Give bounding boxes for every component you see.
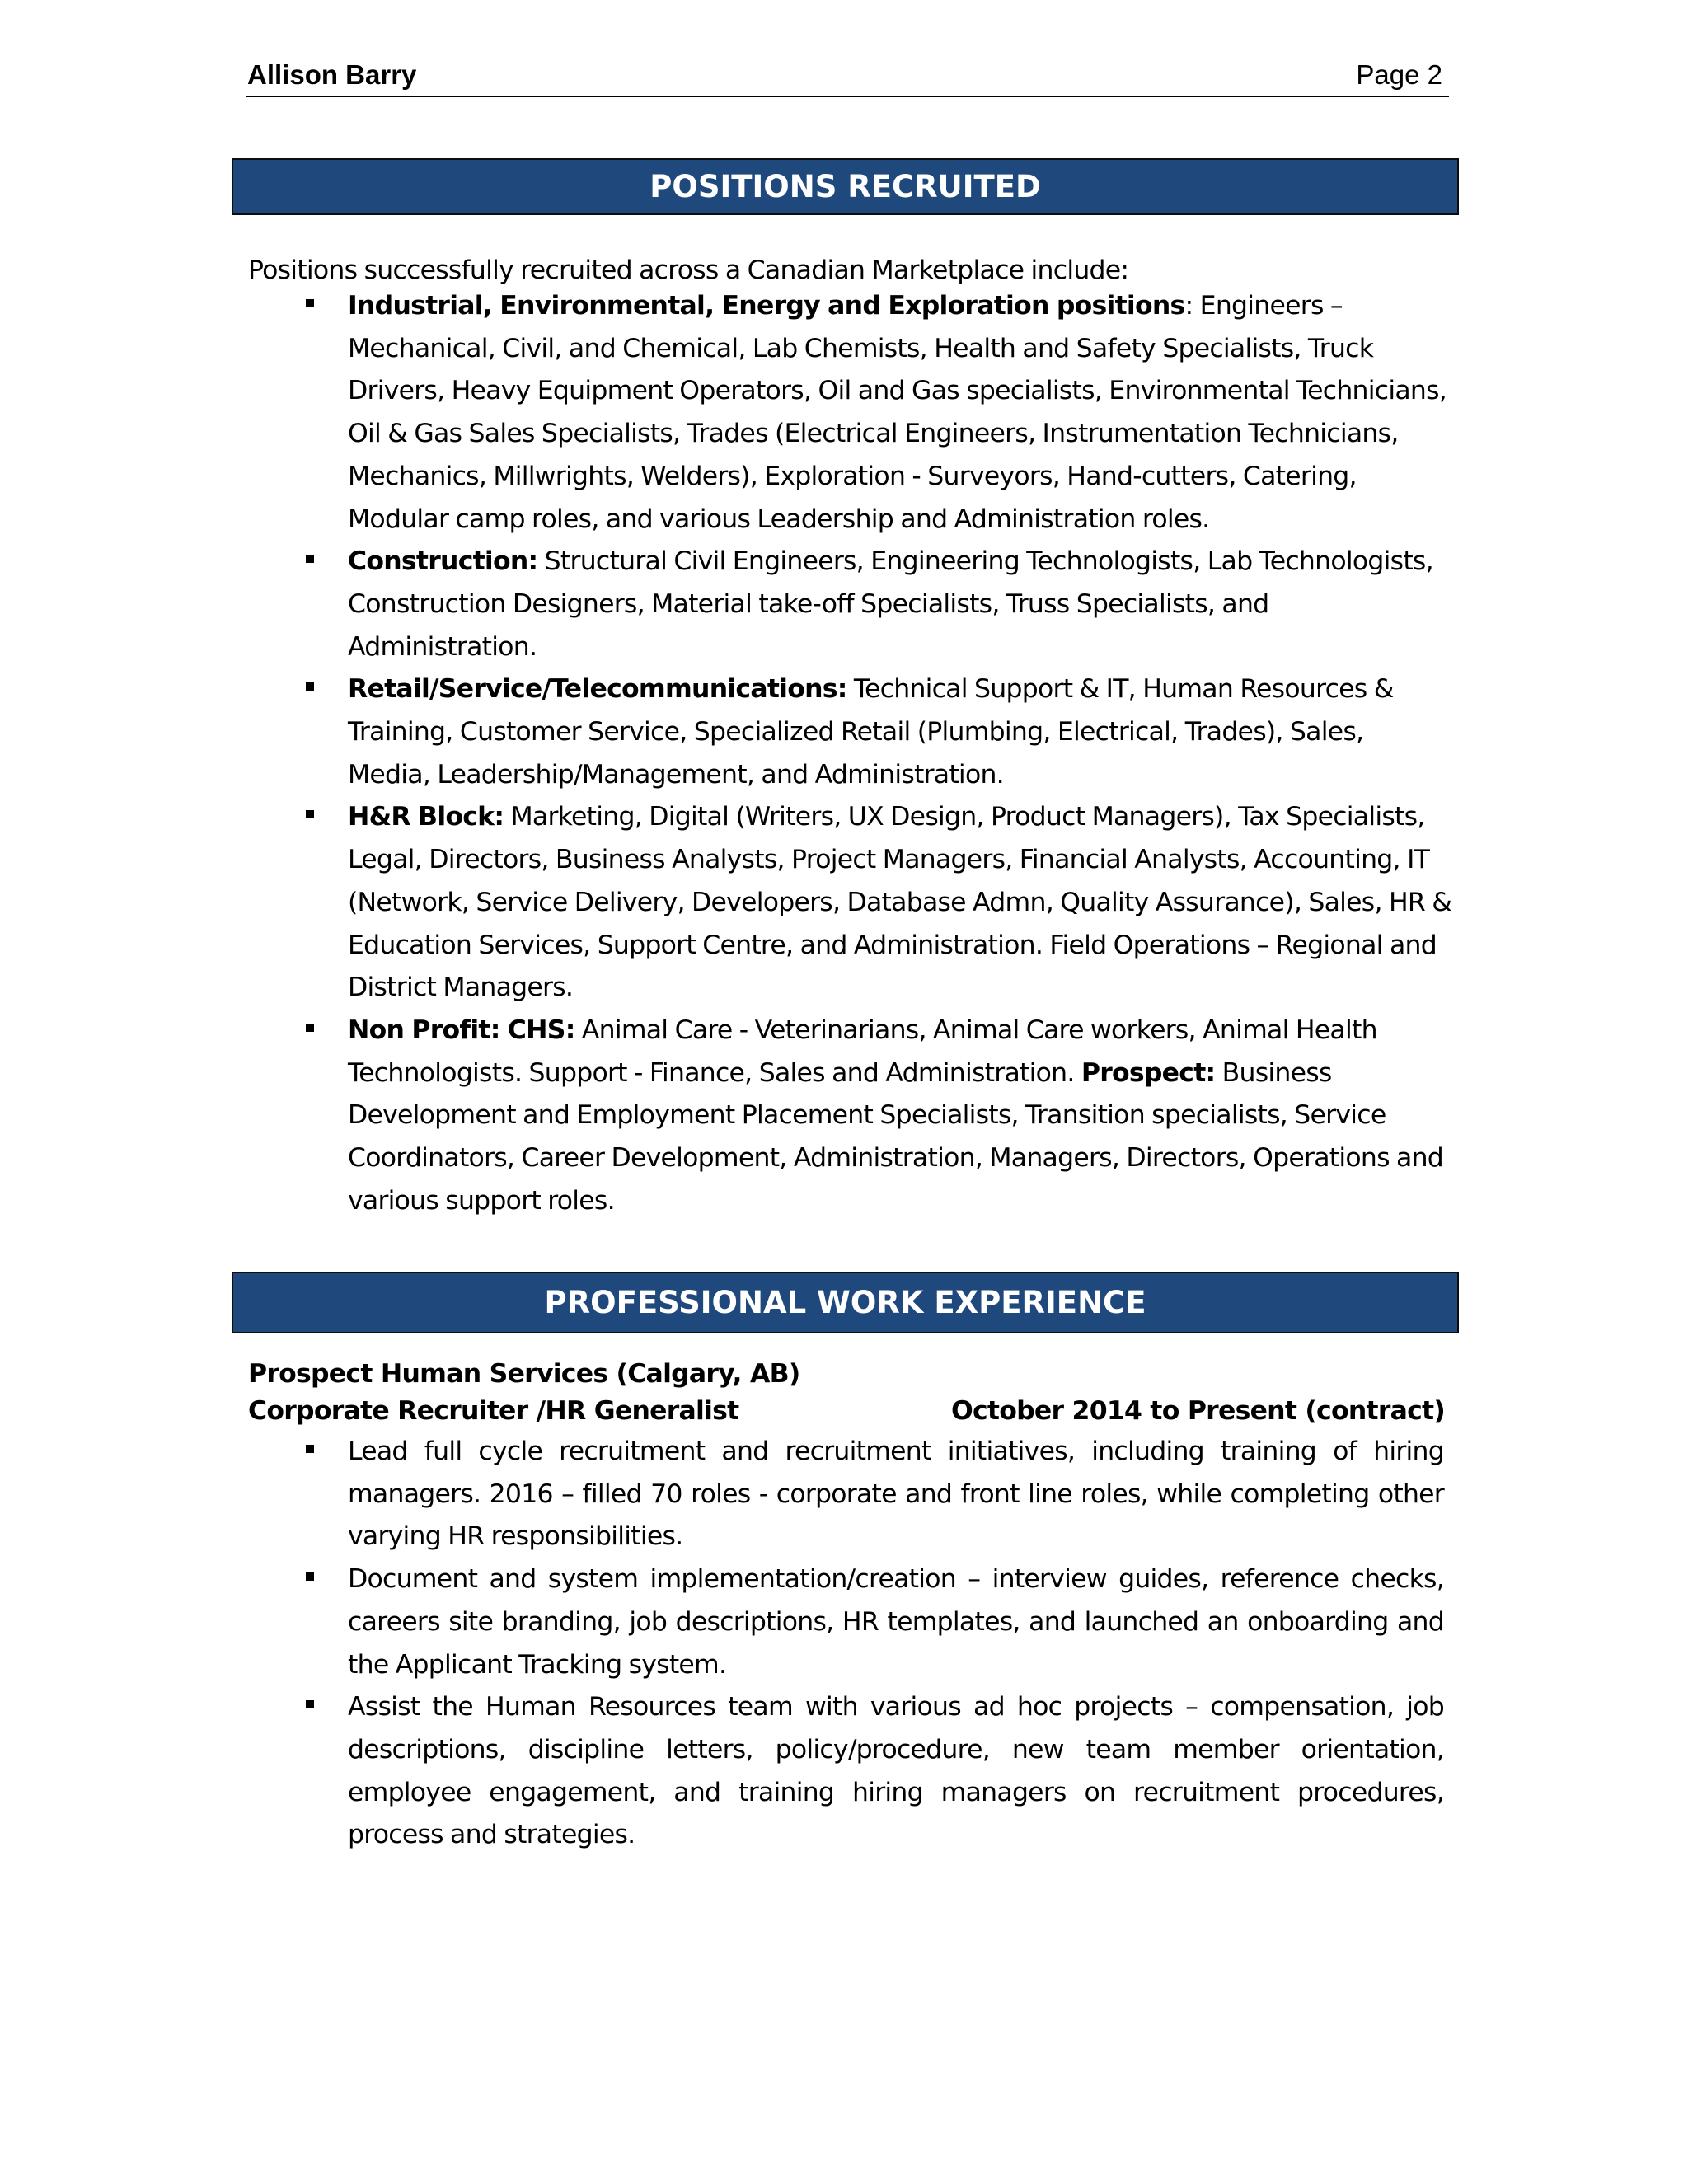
item-separator: :	[1184, 291, 1193, 321]
square-bullet-icon	[302, 1558, 318, 1601]
square-bullet-icon	[302, 541, 318, 583]
square-bullet-icon	[302, 1431, 318, 1474]
job-title: Corporate Recruiter /HR Generalist	[248, 1396, 739, 1426]
square-bullet-icon	[302, 285, 318, 328]
item-text: Marketing, Digital (Writers, UX Design, Product Managers), Tax Specialists, Legal, Directors, Business Analysts, Project Managers, Financial Analysts, Accounting, IT (Network, Service Delivery, Developers, Database Admn, Quality Assurance), Sales, HR & Education Services, Support Centre, and Administration. Field Operations – Regional and District Managers.	[348, 802, 1452, 1003]
duty-text: Lead full cycle recruitment and recruitment initiatives, including training of hiring managers. 2016 – filled 70 roles - corporate and front line roles, while completing other varying HR responsibilities.	[348, 1436, 1444, 1552]
item-label: Industrial, Environmental, Energy and Exploration positions	[348, 291, 1185, 321]
work-experience-heading: PROFESSIONAL WORK EXPERIENCE	[232, 1272, 1459, 1333]
positions-recruited-heading: POSITIONS RECRUITED	[232, 158, 1459, 215]
duties-list	[348, 1431, 1444, 1857]
square-bullet-icon	[302, 1686, 318, 1729]
item-text: Animal Care - Veterinarians, Animal Care workers, Animal Health Technologists. Support - Finance, Sales and Administration.	[348, 1015, 1377, 1088]
item-label-secondary: Prospect:	[1081, 1057, 1216, 1088]
duty-text: Assist the Human Resources team with various ad hoc projects – compensation, job descriptions, discipline letters, policy/procedure, new team member orientation, employee engagement, and training hiring managers on recruitment procedures, process and strategies.	[348, 1692, 1444, 1850]
list-item	[348, 796, 1452, 1010]
item-text-secondary: Business Development and Employment Placement Specialists, Transition specialists, Service Coordinators, Career Development, Administration, Managers, Directors, Operations and various support roles.	[348, 1057, 1444, 1216]
page-number: Page 2	[1356, 59, 1442, 90]
positions-list	[348, 285, 1452, 1222]
candidate-name: Allison Barry	[247, 59, 417, 90]
running-header	[246, 56, 1449, 97]
item-label: Construction:	[348, 546, 538, 577]
list-item	[348, 1010, 1452, 1223]
item-text: Technical Support & IT, Human Resources & Training, Customer Service, Specialized Retail (Plumbing, Electrical, Trades), Sales, Media, Leadership/Management, and Administration.	[348, 674, 1394, 790]
list-item	[348, 285, 1452, 541]
employer-name: Prospect Human Services (Calgary, AB)	[248, 1359, 800, 1389]
square-bullet-icon	[302, 1010, 318, 1052]
square-bullet-icon	[302, 796, 318, 839]
list-item	[348, 1686, 1444, 1857]
role-line	[248, 1396, 1445, 1426]
item-label: H&R Block:	[348, 802, 504, 832]
item-text: Structural Civil Engineers, Engineering Technologists, Lab Technologists, Construction Designers, Material take-off Specialists, Truss Specialists, and Administration.	[348, 546, 1433, 662]
square-bullet-icon	[302, 668, 318, 711]
positions-intro: Positions successfully recruited across a Canadian Marketplace include:	[248, 255, 1129, 285]
item-label: Non Profit: CHS:	[348, 1015, 575, 1045]
list-item	[348, 668, 1452, 796]
list-item	[348, 1431, 1444, 1558]
item-text: Engineers – Mechanical, Civil, and Chemical, Lab Chemists, Health and Safety Specialists, Truck Drivers, Heavy Equipment Operators, Oil and Gas specialists, Environmental Technicians, Oil & Gas Sales Specialists, Trades (Electrical Engineers, Instrumentation Technicians, Mechanics, Millwrights, Welders), Exploration - Surveyors, Hand-cutters, Catering, Modular camp roles, and various Leadership and Administration roles.	[348, 291, 1447, 534]
item-label: Retail/Service/Telecommunications:	[348, 674, 847, 705]
list-item	[348, 541, 1452, 668]
employment-dates: October 2014 to Present (contract)	[950, 1396, 1445, 1426]
list-item	[348, 1558, 1444, 1686]
duty-text: Document and system implementation/creation – interview guides, reference checks, careers site branding, job descriptions, HR templates, and launched an onboarding and the Applicant Tracking system.	[348, 1564, 1444, 1680]
